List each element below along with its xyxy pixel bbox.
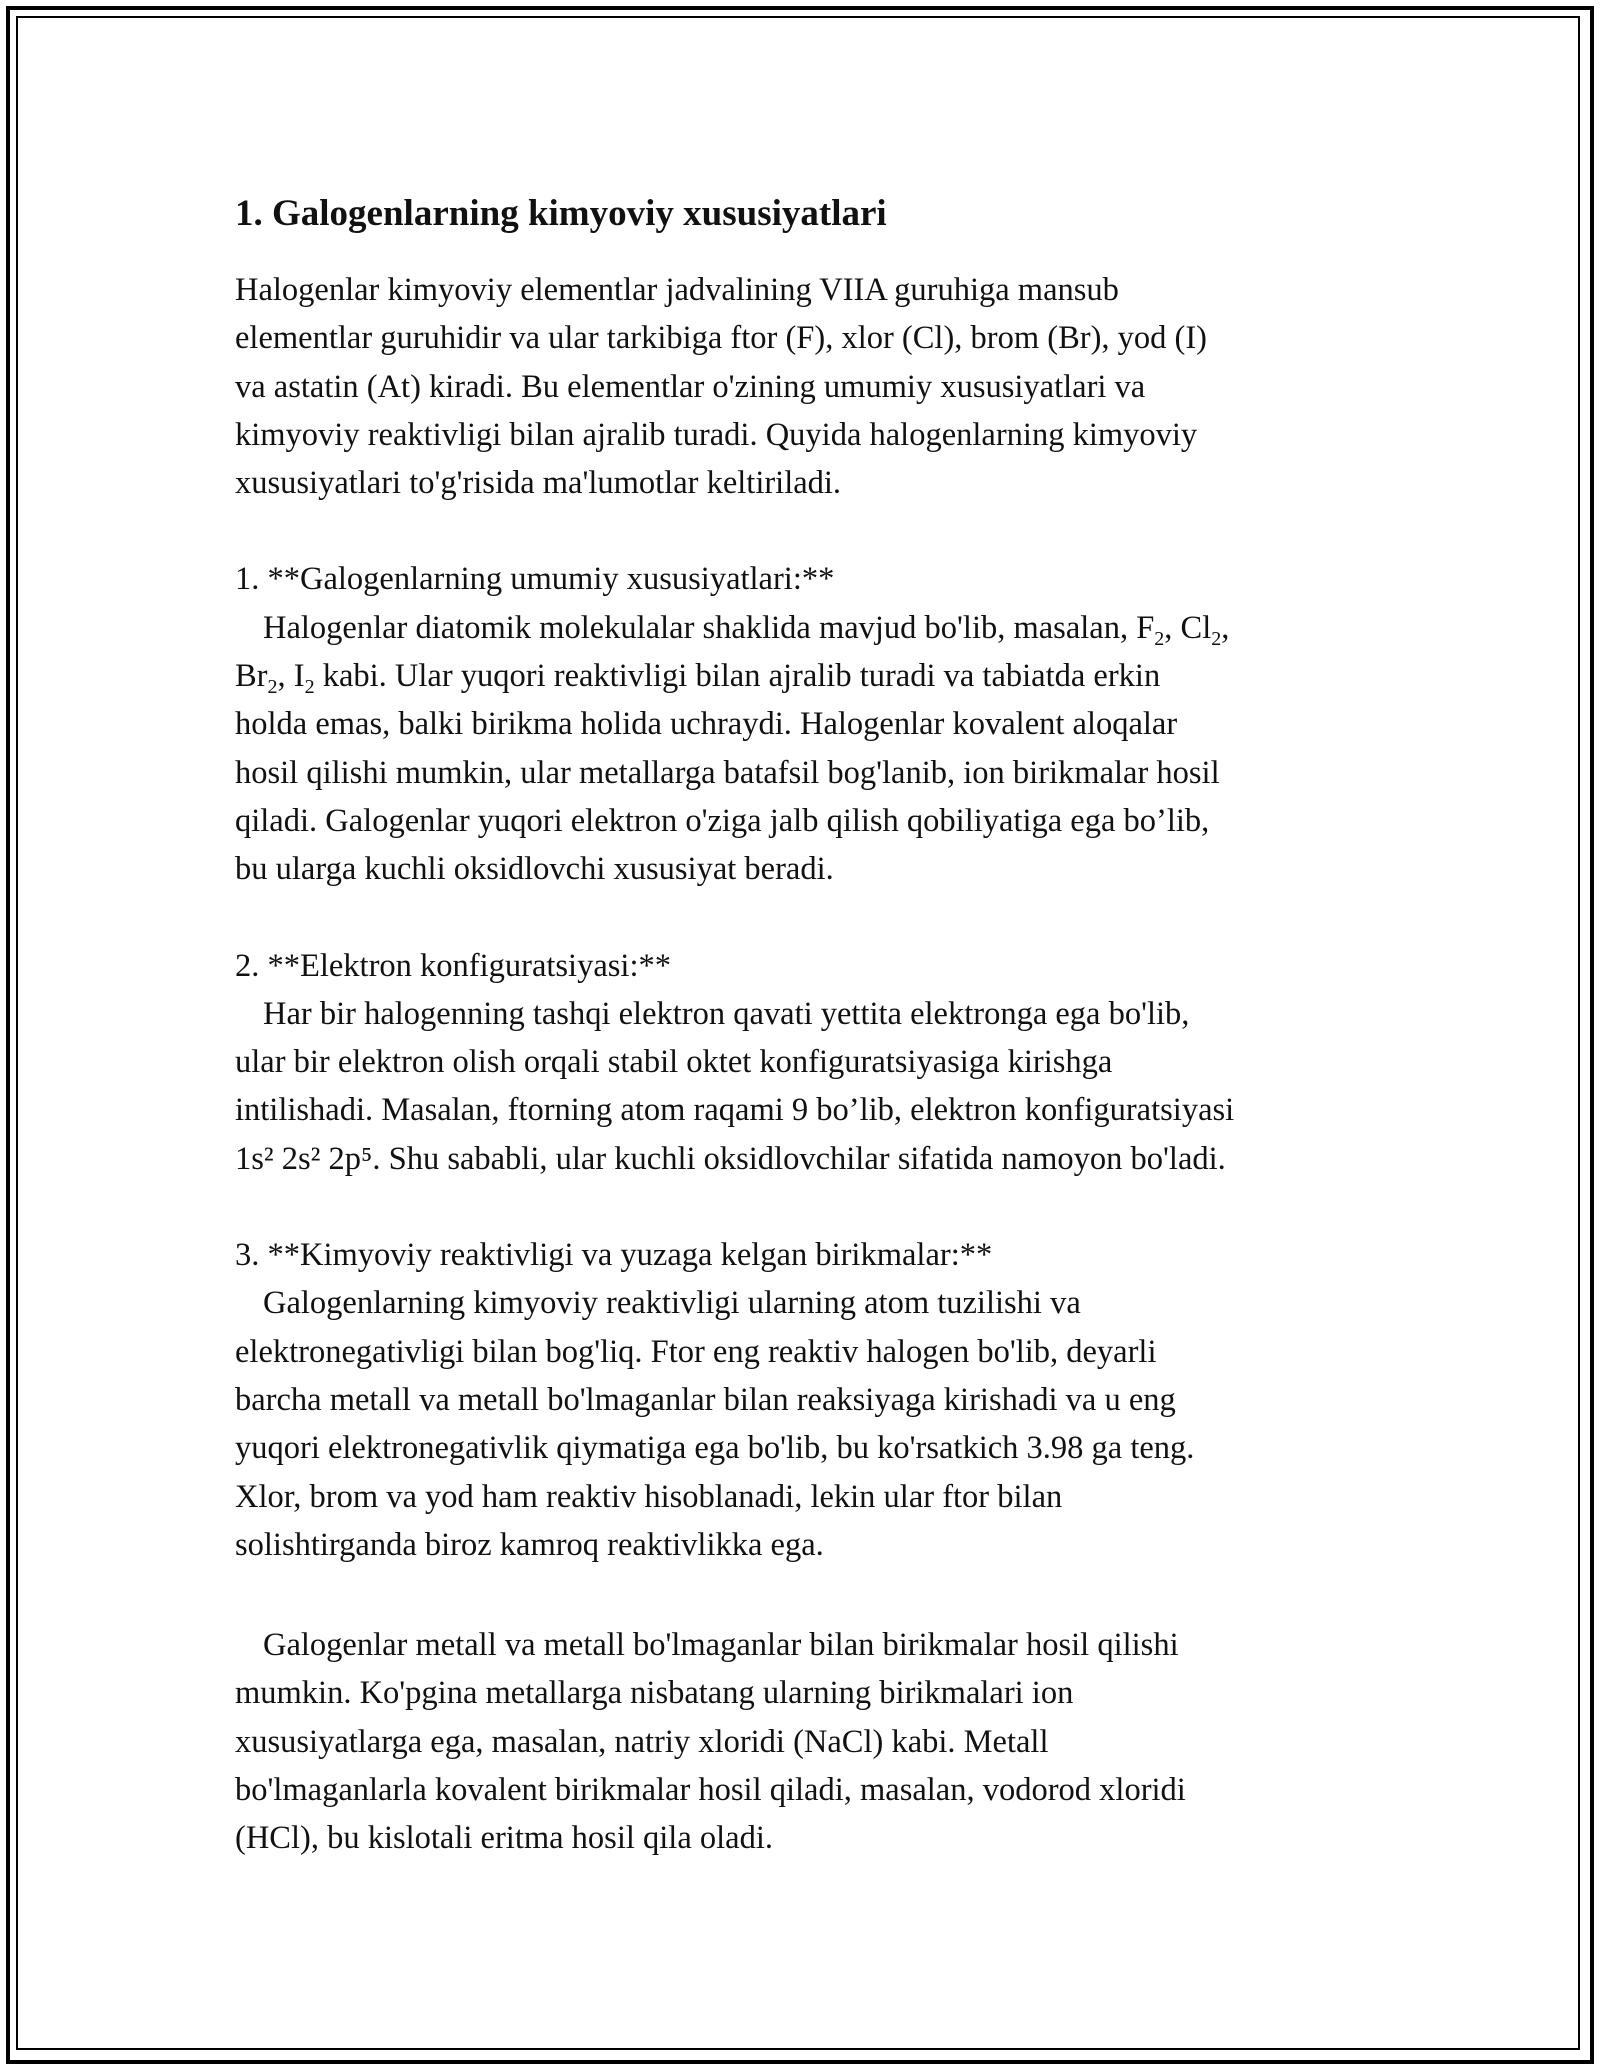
section-line: $Br_2$, $I_2$ kabi. Ular yuqori reaktivligi bilan ajralib turadi va tabiatda erkin <box>235 658 1161 699</box>
section-line: Galogenlar metall va metall bo'lmaganlar bilan birikmalar hosil qilishi <box>263 1627 1179 1664</box>
section-line: bo'lmaganlarla kovalent birikmalar hosil qiladi, masalan, vodorod xloridi <box>235 1772 1186 1809</box>
section-line: elektronegativligi bilan bog'liq. Ftor eng reaktiv halogen bo'lib, deyarli <box>235 1333 1157 1370</box>
section-line: barcha metall va metall bo'lmaganlar bilan reaksiyaga kirishadi va u eng <box>235 1381 1176 1418</box>
section-heading: 2. **Elektron konfiguratsiyasi:** <box>235 947 671 984</box>
document-body <box>235 190 1375 1863</box>
section-heading: 3. **Kimyoviy reaktivligi va yuzaga kelgan birikmalar:** <box>235 1237 993 1274</box>
section-line: hosil qilishi mumkin, ular metallarga batafsil bog'lanib, ion birikmalar hosil <box>235 754 1220 791</box>
section-electron-configuration <box>235 942 1375 1183</box>
intro-line: xususiyatlari to'g'risida ma'lumotlar keltiriladi. <box>235 465 842 502</box>
section-line: xususiyatlarga ega, masalan, natriy xloridi (NaCl) kabi. Metall <box>235 1723 1049 1760</box>
section-line: qiladi. Galogenlar yuqori elektron o'ziga jalb qilish qobiliyatiga ega bo’lib, <box>235 802 1210 839</box>
section-line: 1s² 2s² 2p⁵. Shu sababli, ular kuchli oksidlovchilar sifatida namoyon bo'ladi. <box>235 1140 1226 1177</box>
section-line: Halogenlar diatomik molekulalar shaklida mavjud bo'lib, masalan, $F_2$, $Cl_2$, <box>263 609 1230 650</box>
section-chemical-reactivity <box>235 1231 1375 1863</box>
intro-line: va astatin (At) kiradi. Bu elementlar o'zining umumiy xususiyatlari va <box>235 368 1146 405</box>
section-line: mumkin. Ko'pgina metallarga nisbatang ularning birikmalari ion <box>235 1675 1074 1712</box>
intro-paragraph <box>235 266 1375 507</box>
section-line: solishtirganda biroz kamroq reaktivlikka ega. <box>235 1526 824 1563</box>
section-line: holda emas, balki birikma holida uchraydi. Halogenlar kovalent aloqalar <box>235 706 1178 743</box>
intro-line: elementlar guruhidir va ular tarkibiga ftor (F), xlor (Cl), brom (Br), yod (I) <box>235 320 1208 357</box>
section-heading: 1. **Galogenlarning umumiy xususiyatlari:** <box>235 561 835 598</box>
section-general-properties <box>235 555 1375 893</box>
section-line: yuqori elektronegativlik qiymatiga ega bo'lib, bu ko'rsatkich 3.98 ga teng. <box>235 1430 1195 1467</box>
intro-line: Halogenlar kimyoviy elementlar jadvalining VIIA guruhiga mansub <box>235 272 1119 308</box>
section-line: (HCl), bu kislotali eritma hosil qila oladi. <box>235 1820 773 1857</box>
intro-line: kimyoviy reaktivligi bilan ajralib turadi. Quyida halogenlarning kimyoviy <box>235 416 1198 453</box>
section-line: intilishadi. Masalan, ftorning atom raqami 9 bo’lib, elektron konfiguratsiyasi <box>235 1092 1235 1129</box>
section-line: bu ularga kuchli oksidlovchi xususiyat beradi. <box>235 851 834 888</box>
section-line: Har bir halogenning tashqi elektron qavati yettita elektronga ega bo'lib, <box>263 995 1190 1032</box>
section-line: Xlor, brom va yod ham reaktiv hisoblanadi, lekin ular ftor bilan <box>235 1478 1063 1515</box>
section-line: ular bir elektron olish orqali stabil oktet konfiguratsiyasiga kirishga <box>235 1044 1113 1081</box>
section-line: Galogenlarning kimyoviy reaktivligi ularning atom tuzilishi va <box>263 1285 1081 1322</box>
document-title: 1. Galogenlarning kimyoviy xususiyatlari <box>235 193 887 234</box>
